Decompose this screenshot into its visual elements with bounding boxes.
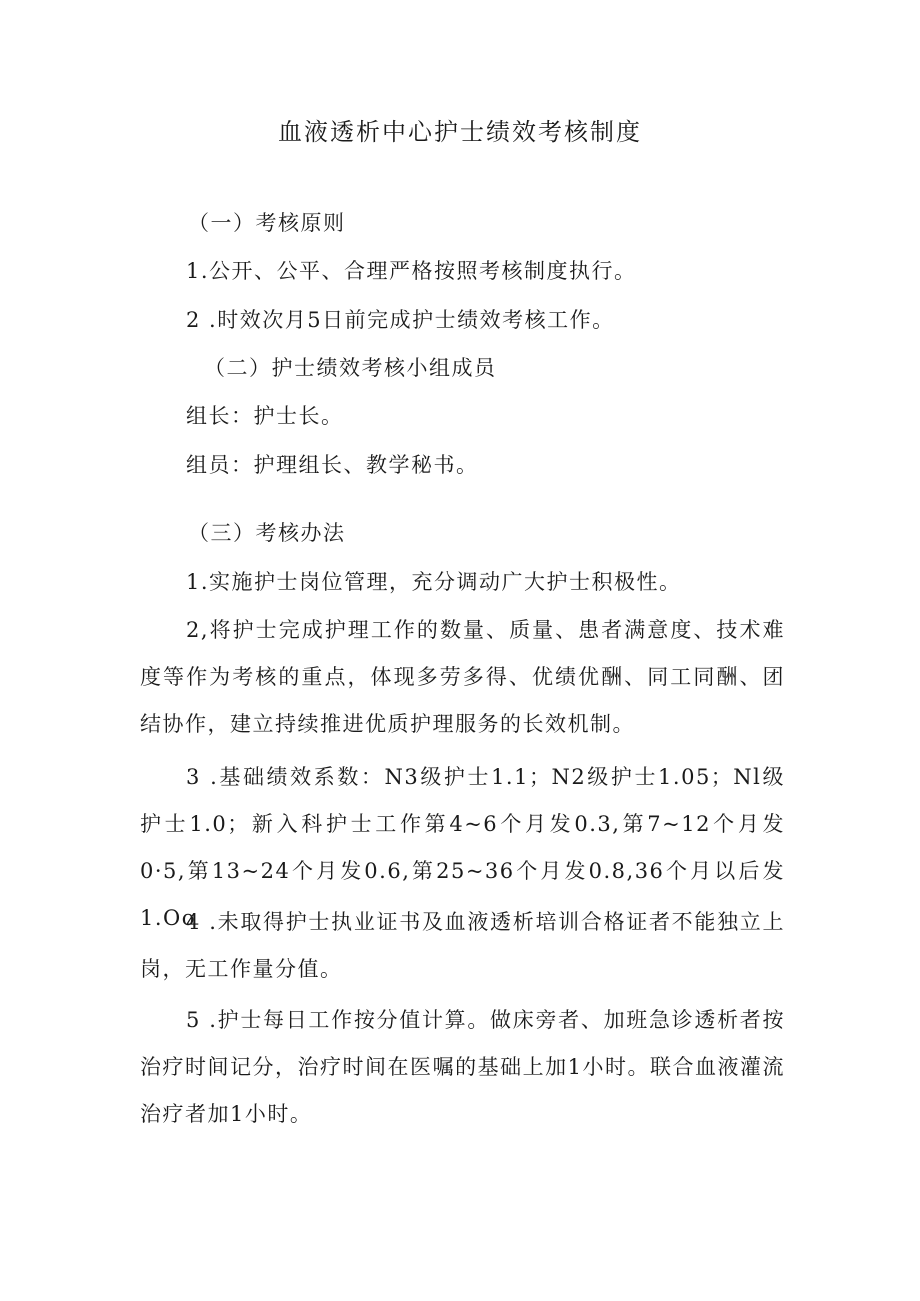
list-item: 2 .时效次月5日前完成护士绩效考核工作。 [186,308,615,332]
paragraph: 5 .护士每日工作按分值计算。做床旁者、加班急诊透析者按治疗时间记分，治疗时间在医嘱的基础上加1小时。联合血液灌流治疗者加1小时。 [140,1008,785,1126]
list-item: 组员：护理组长、教学秘书。 [186,453,479,477]
document-title: 血液透析中心护士绩效考核制度 [278,118,642,146]
paragraph: 3 .基础绩效系数：N3级护士1.1；N2级护士1.05；Nl级护士1.0；新入科护士工作第4~6个月发0.3,第7~12个月发0·5,第13~24个月发0.6,第25~36个月发0.8,36个月以后发1.Oo [140,765,785,930]
list-item: 组长：护士长。 [186,404,344,428]
section-heading-methods: （三）考核办法 [188,521,346,545]
list-item: 1.公开、公平、合理严格按照考核制度执行。 [186,259,637,283]
list-item: 1.实施护士岗位管理，充分调动广大护士积极性。 [186,570,682,594]
section-heading-committee: （二）护士绩效考核小组成员 [204,356,497,380]
paragraph: 2,将护士完成护理工作的数量、质量、患者满意度、技术难度等作为考核的重点，体现多劳多得、优绩优酬、同工同酬、团结协作，建立持续推进优质护理服务的长效机制。 [140,618,785,736]
section-heading-principles: （一）考核原则 [188,211,346,235]
paragraph: 4 .未取得护士执业证书及血液透析培训合格证者不能独立上岗，无工作量分值。 [140,910,785,981]
